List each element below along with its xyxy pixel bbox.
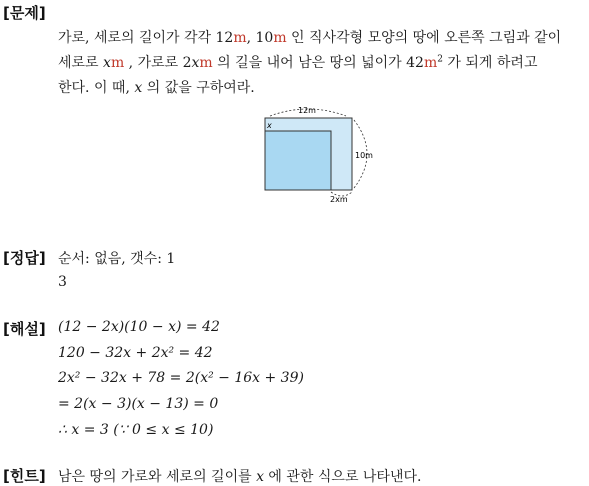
solution-line-4: = 2(x − 3)(x − 13) = 0 bbox=[58, 396, 219, 412]
problem-line-3: 한다. 이 때, x 의 값을 구하여라. bbox=[58, 80, 255, 96]
solution-line-5: ∴ x = 3 (∵ 0 ≤ x ≤ 10) bbox=[58, 422, 214, 438]
height-label: 10m bbox=[355, 151, 373, 160]
rectangle-figure bbox=[258, 104, 393, 204]
problem-line-1: 가로, 세로의 길이가 각각 12m, 10m 인 직사각형 모양의 땅에 오른쪽 그림과 같이 bbox=[58, 30, 562, 46]
solution-label: [해설] bbox=[3, 320, 46, 338]
solution-line-3: 2x² − 32x + 78 = 2(x² − 16x + 39) bbox=[58, 370, 304, 386]
problem-label: [문제] bbox=[3, 4, 46, 22]
road-width-label: 2xm bbox=[330, 195, 348, 204]
answer-line-1: 순서: 없음, 갯수: 1 bbox=[58, 251, 176, 267]
solution-line-2: 120 − 32x + 2x² = 42 bbox=[58, 345, 213, 361]
width-label: 12m bbox=[298, 106, 316, 115]
problem-line-2: 세로로 xm , 가로로 2xm 의 길을 내어 남은 땅의 넓이가 $42m^2$ 가 되게 하려고 bbox=[58, 54, 538, 71]
remaining-land bbox=[265, 131, 331, 190]
corner-x-label: x bbox=[267, 121, 272, 130]
solution-line-1: (12 − 2x)(10 − x) = 42 bbox=[58, 319, 220, 335]
hint-line: 남은 땅의 가로와 세로의 길이를 x 에 관한 식으로 나타낸다. bbox=[58, 469, 422, 485]
answer-label: [정답] bbox=[3, 249, 46, 267]
answer-value: 3 bbox=[58, 274, 67, 290]
hint-label: [힌트] bbox=[3, 467, 46, 485]
